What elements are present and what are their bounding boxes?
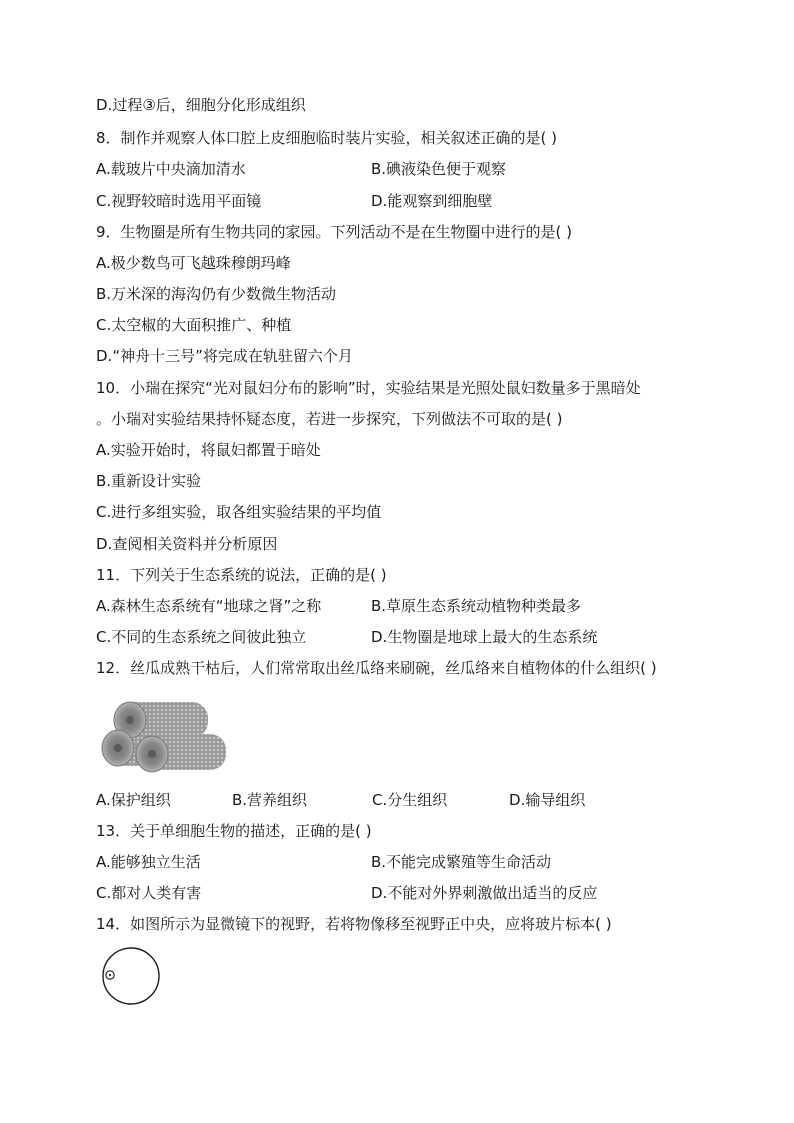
q10-option-a: A.实验开始时，将鼠妇都置于暗处 <box>96 441 321 459</box>
q7-option-d: D.过程③后，细胞分化形成组织 <box>96 96 306 114</box>
q13-stem: 13．关于单细胞生物的描述，正确的是( ) <box>96 822 372 840</box>
q14-stem: 14．如图所示为显微镜下的视野，若将物像移至视野正中央，应将玻片标本( ) <box>96 915 612 933</box>
q12-option-b: B.营养组织 <box>232 791 308 809</box>
q12-option-c: C.分生组织 <box>372 791 448 809</box>
microscope-field-diagram <box>100 945 162 1007</box>
q9-option-a: A.极少数鸟可飞越珠穆朗玛峰 <box>96 254 291 272</box>
q9-option-b: B.万米深的海沟仍有少数微生物活动 <box>96 285 337 303</box>
q11-stem: 11．下列关于生态系统的说法，正确的是( ) <box>96 566 387 584</box>
loofah-image <box>96 700 228 778</box>
q8-option-c: C.视野较暗时选用平面镜 <box>96 192 262 210</box>
q11-option-a: A.森林生态系统有“地球之肾”之称 <box>96 597 322 615</box>
q9-option-d: D.“神舟十三号”将完成在轨驻留六个月 <box>96 347 353 365</box>
q8-option-d: D.能观察到细胞壁 <box>371 192 493 210</box>
q12-stem: 12．丝瓜成熟干枯后，人们常常取出丝瓜络来刷碗，丝瓜络来自植物体的什么组织( ) <box>96 659 657 677</box>
q8-option-a: A.载玻片中央滴加清水 <box>96 160 246 178</box>
q13-option-a: A.能够独立生活 <box>96 853 201 871</box>
q11-option-c: C.不同的生态系统之间彼此独立 <box>96 628 307 646</box>
q11-option-d: D.生物圈是地球上最大的生态系统 <box>371 628 598 646</box>
q10-stem: 10．小瑞在探究“光对鼠妇分布的影响”时，实验结果是光照处鼠妇数量多于黑暗处 <box>96 379 641 397</box>
q10-option-c: C.进行多组实验，取各组实验结果的平均值 <box>96 503 382 521</box>
q9-option-c: C.太空椒的大面积推广、种植 <box>96 316 292 334</box>
q10-option-b: B.重新设计实验 <box>96 472 202 490</box>
q11-option-b: B.草原生态系统动植物种类最多 <box>371 597 582 615</box>
q13-option-b: B.不能完成繁殖等生命活动 <box>371 853 552 871</box>
q9-stem: 9．生物圈是所有生物共同的家园。下列活动不是在生物圈中进行的是( ) <box>96 223 573 241</box>
q13-option-c: C.都对人类有害 <box>96 884 202 902</box>
q8-stem: 8．制作并观察人体口腔上皮细胞临时装片实验，相关叙述正确的是( ) <box>96 129 558 147</box>
q12-option-a: A.保护组织 <box>96 791 171 809</box>
q12-option-d: D.输导组织 <box>509 791 586 809</box>
q8-option-b: B.碘液染色便于观察 <box>371 160 507 178</box>
q10-stem-cont: 。小瑞对实验结果持怀疑态度，若进一步探究，下列做法不可取的是( ) <box>96 410 563 428</box>
q10-option-d: D.查阅相关资料并分析原因 <box>96 535 278 553</box>
q13-option-d: D.不能对外界刺激做出适当的反应 <box>371 884 598 902</box>
